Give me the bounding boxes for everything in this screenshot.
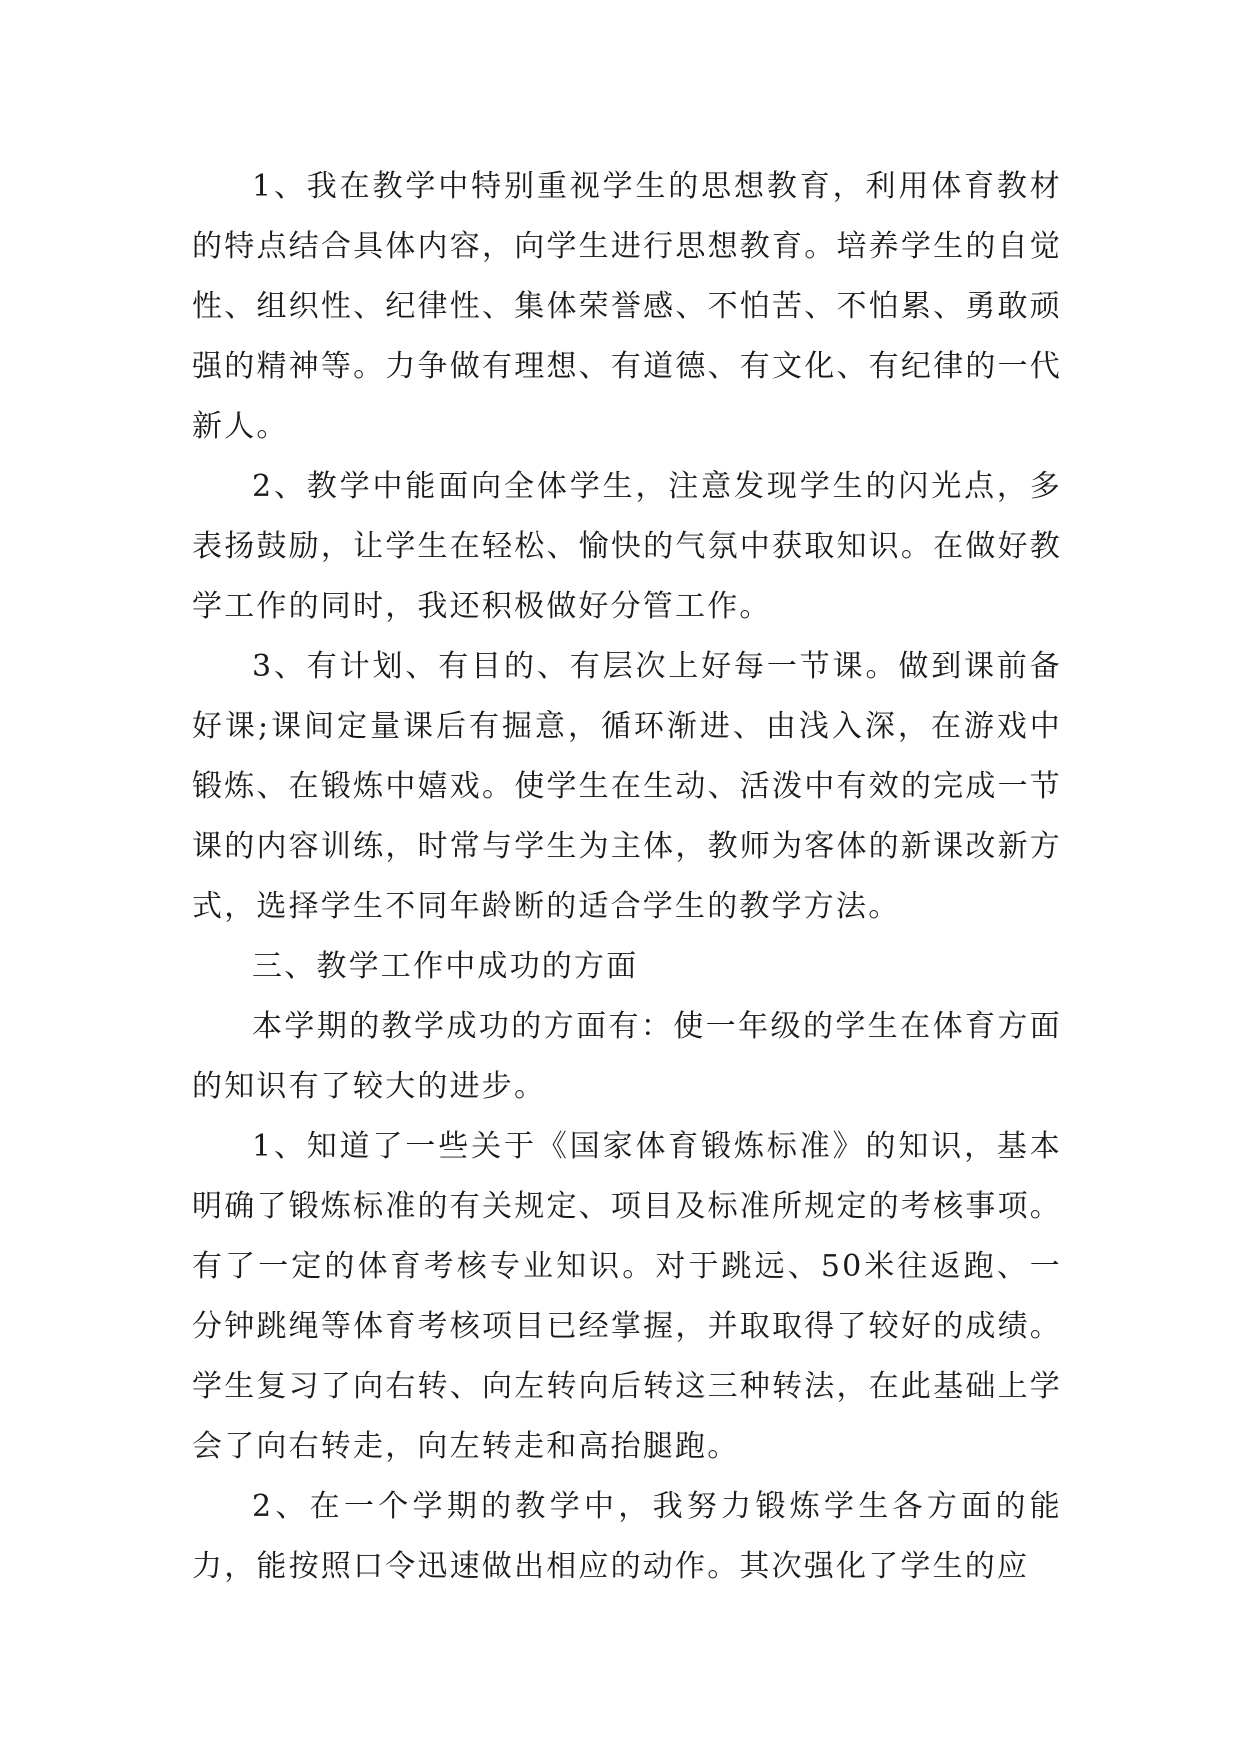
section-heading: 三、教学工作中成功的方面 — [252, 949, 639, 984]
paragraph-2: 2、教学中能面向全体学生，注意发现学生的闪光点，多表扬鼓励，让学生在轻松、愉快的气氛中获取知识。在做好教学工作的同时，我还积极做好分管工作。 — [192, 469, 1062, 624]
paragraph-3: 3、有计划、有目的、有层次上好每一节课。做到课前备好课;课间定量课后有掘意，循环渐进、由浅入深，在游戏中锻炼、在锻炼中嬉戏。使学生在生动、活泼中有效的完成一节课的内容训练，时常与学生为主体，教师为客体的新课改新方式，选择学生不同年龄断的适合学生的教学方法。 — [192, 649, 1062, 924]
paragraph-6: 1、知道了一些关于《国家体育锻炼标准》的知识，基本明确了锻炼标准的有关规定、项目及标准所规定的考核事项。有了一定的体育考核专业知识。对于跳远、50米往返跑、一分钟跳绳等体育考核项目已经掌握，并取取得了较好的成绩。学生复习了向右转、向左转向后转这三种转法，在此基础上学会了向右转走，向左转走和高抬腿跑。 — [192, 1129, 1062, 1464]
document-body — [192, 157, 1062, 1597]
paragraph-5: 本学期的教学成功的方面有：使一年级的学生在体育方面的知识有了较大的进步。 — [192, 1009, 1062, 1104]
paragraph-7: 2、在一个学期的教学中，我努力锻炼学生各方面的能力，能按照口令迅速做出相应的动作。其次强化了学生的应 — [192, 1489, 1062, 1584]
paragraph-1: 1、我在教学中特别重视学生的思想教育，利用体育教材的特点结合具体内容，向学生进行思想教育。培养学生的自觉性、组织性、纪律性、集体荣誉感、不怕苦、不怕累、勇敢顽强的精神等。力争做有理想、有道德、有文化、有纪律的一代新人。 — [192, 169, 1062, 444]
